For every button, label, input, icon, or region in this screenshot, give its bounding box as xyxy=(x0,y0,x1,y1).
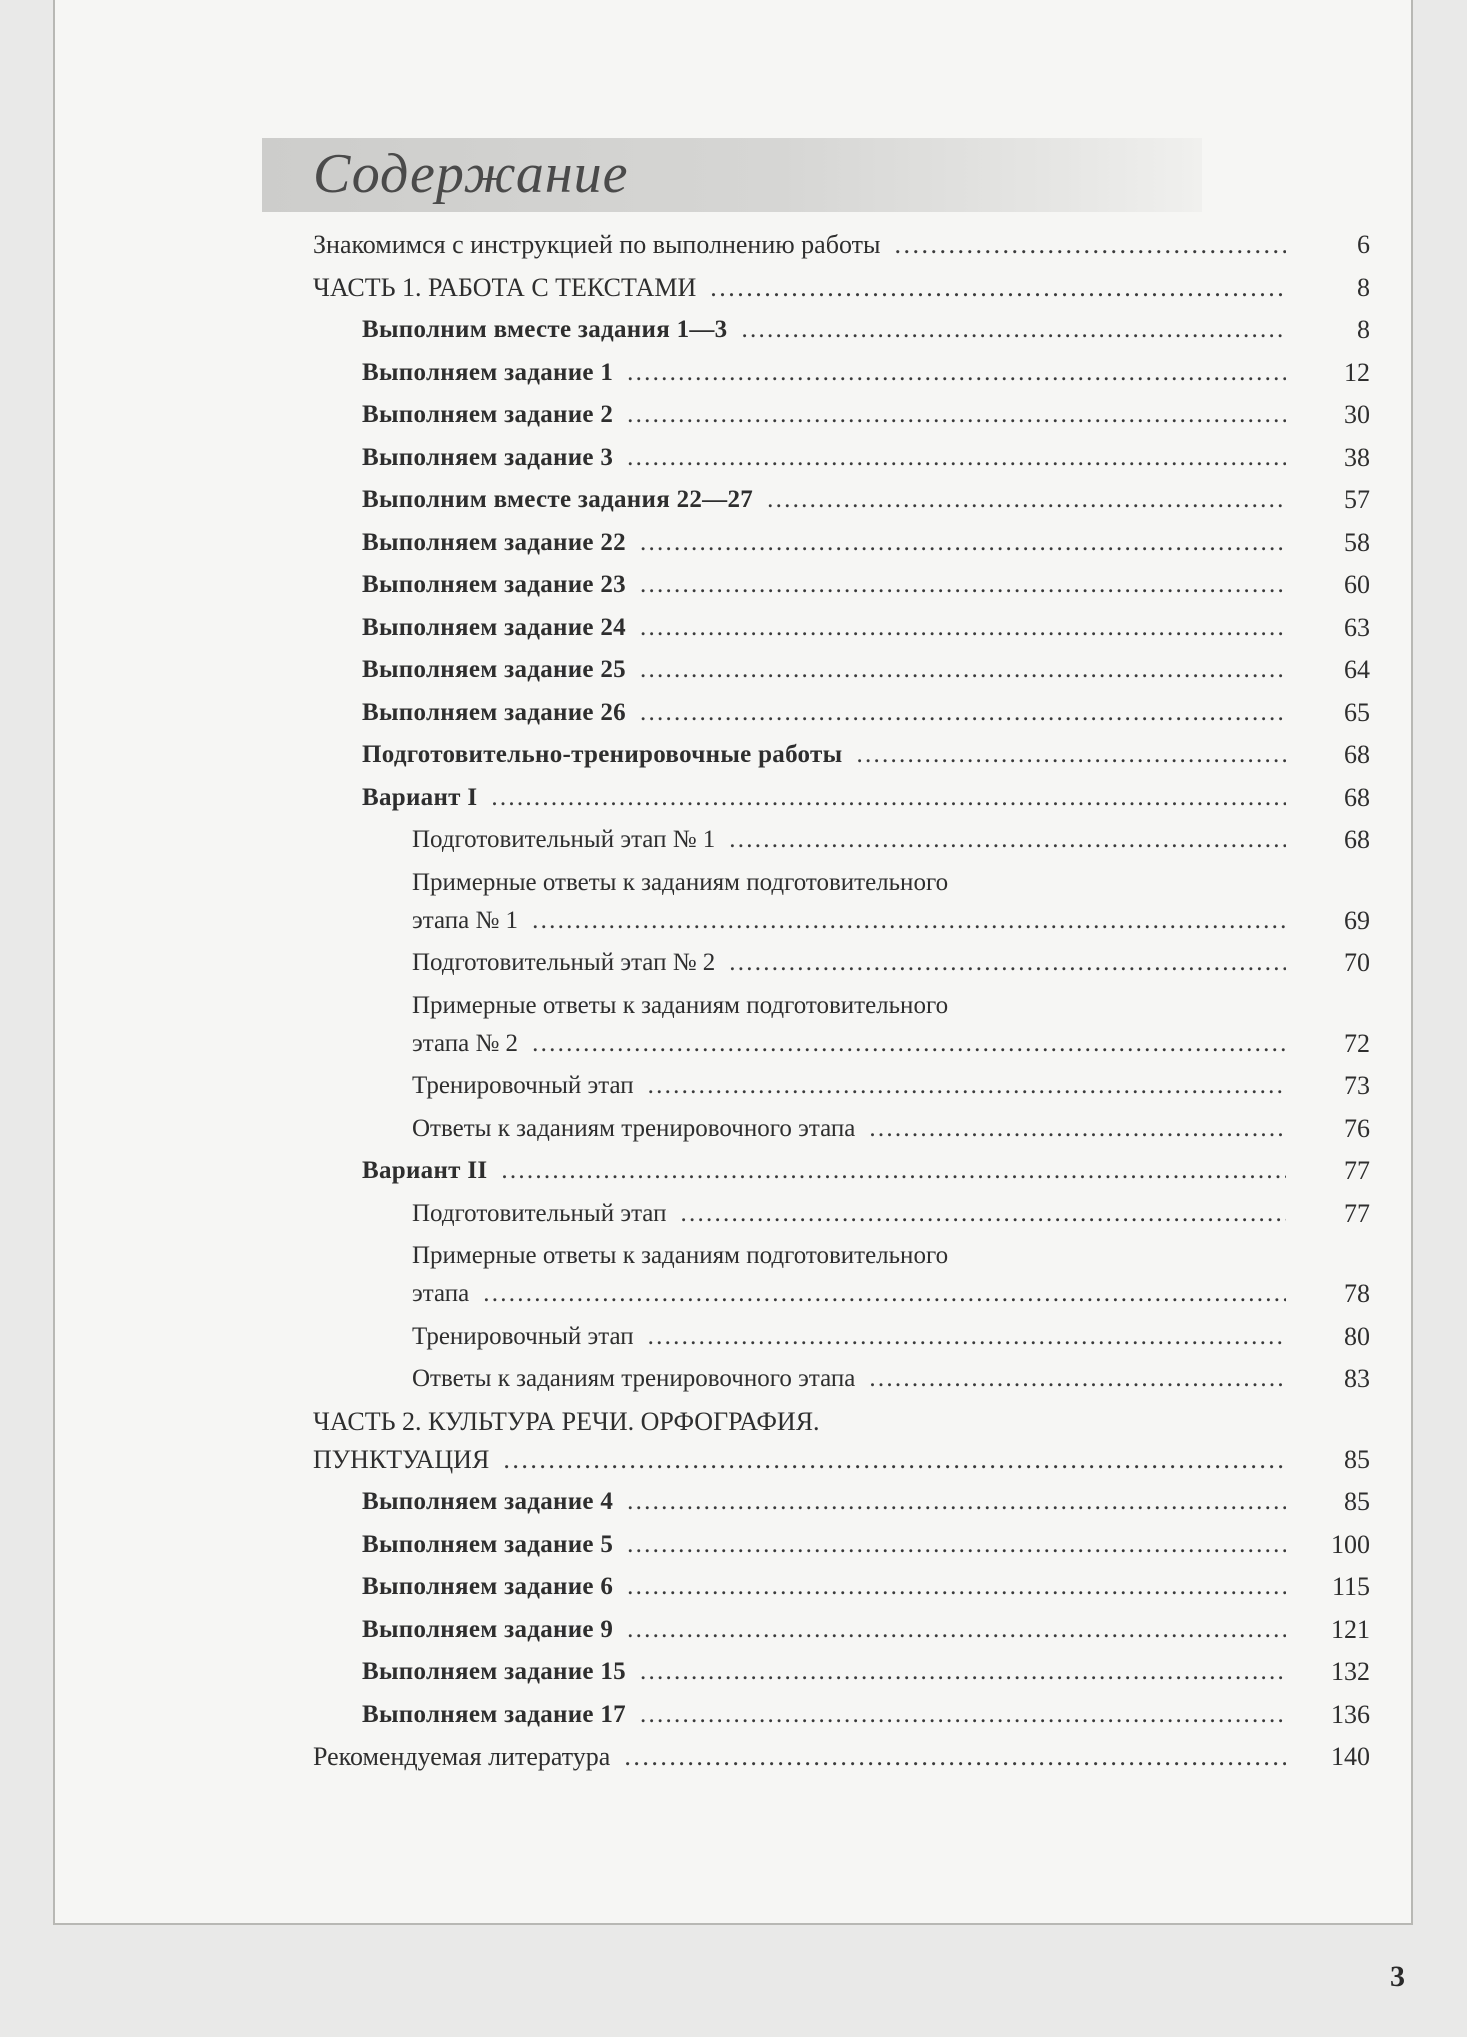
toc-page-number: 132 xyxy=(1331,1657,1370,1686)
toc-entry-label: Выполняем задание 4 xyxy=(362,1488,614,1515)
dot-leader xyxy=(729,946,1286,980)
toc-entry[interactable] xyxy=(362,611,1300,645)
dot-leader xyxy=(640,526,1286,560)
toc-entry[interactable] xyxy=(412,1112,1300,1146)
toc-page-number: 65 xyxy=(1344,697,1370,727)
toc-entry-label: Рекомендуемая литература xyxy=(313,1742,611,1771)
dot-leader xyxy=(503,1443,1286,1477)
toc-page-number: 115 xyxy=(1331,1572,1370,1601)
dot-leader xyxy=(894,228,1286,262)
dot-leader xyxy=(869,1362,1286,1396)
toc-entry-label: Выполняем задание 6 xyxy=(362,1573,614,1600)
toc-page-number: 8 xyxy=(1357,272,1370,302)
dot-leader xyxy=(627,1613,1286,1647)
toc-entry-label: Знакомимся с инструкцией по выполнению работы xyxy=(313,230,881,259)
dot-leader xyxy=(532,1027,1286,1061)
toc-entry-label: Выполняем задание 22 xyxy=(362,528,626,556)
toc-entry[interactable] xyxy=(313,271,1300,305)
toc-entry-label: Подготовительный этап xyxy=(412,1199,667,1227)
toc-entry-label: Примерные ответы к заданиям подготовительного xyxy=(412,868,949,896)
toc-entry[interactable] xyxy=(313,228,1300,262)
toc-page-number: 77 xyxy=(1344,1198,1370,1228)
toc-page-number: 78 xyxy=(1344,1279,1370,1308)
toc-page-number: 80 xyxy=(1344,1321,1370,1351)
dot-leader xyxy=(627,398,1286,432)
toc-entry[interactable] xyxy=(362,441,1300,475)
toc-entry[interactable] xyxy=(412,823,1300,857)
toc-entry-label: ЧАСТЬ 2. КУЛЬТУРА РЕЧИ. ОРФОГРАФИЯ. xyxy=(313,1406,820,1436)
toc-page-number: 38 xyxy=(1344,442,1370,472)
dot-leader xyxy=(729,823,1286,857)
dot-leader xyxy=(640,696,1286,730)
toc-entry-label: Выполняем задание 26 xyxy=(362,698,626,726)
toc-entry[interactable] xyxy=(362,1698,1300,1732)
dot-leader xyxy=(627,1485,1286,1519)
toc-page-number: 76 xyxy=(1344,1113,1370,1143)
dot-leader xyxy=(640,1698,1286,1732)
toc-entry[interactable] xyxy=(362,696,1300,730)
dot-leader xyxy=(640,653,1286,687)
toc-entry[interactable] xyxy=(362,738,1300,772)
toc-entry-label: Выполняем задание 24 xyxy=(362,613,626,641)
toc-entry-label: Выполняем задание 25 xyxy=(362,656,626,683)
toc-entry-label: Выполняем задание 17 xyxy=(362,1700,626,1728)
toc-entry-label: Выполняем задание 15 xyxy=(362,1658,626,1685)
dot-leader xyxy=(648,1069,1286,1103)
toc-page-number: 30 xyxy=(1344,400,1370,429)
dot-leader xyxy=(501,1154,1286,1188)
toc-page-number: 64 xyxy=(1344,655,1370,684)
toc-entry-label: Выполняем задание 9 xyxy=(362,1615,614,1643)
toc-page-number: 68 xyxy=(1344,740,1370,769)
dot-leader xyxy=(483,1277,1286,1311)
toc-page-number: 12 xyxy=(1344,357,1370,387)
dot-leader xyxy=(640,611,1286,645)
toc-entry-label: этапа № 1 xyxy=(412,906,519,934)
toc-page-number: 69 xyxy=(1344,905,1370,935)
toc-entry-label: Подготовительный этап № 2 xyxy=(412,949,716,976)
dot-leader xyxy=(742,313,1287,347)
toc-page-number: 85 xyxy=(1344,1444,1370,1474)
toc-entry-label: Примерные ответы к заданиям подготовительного xyxy=(412,991,949,1019)
toc-page-number: 73 xyxy=(1344,1071,1370,1100)
dot-leader xyxy=(648,1320,1286,1354)
toc-page-number: 63 xyxy=(1344,612,1370,642)
dot-leader xyxy=(710,271,1286,305)
toc-entry-label: этапа № 2 xyxy=(412,1029,519,1057)
toc-entry-label: Тренировочный этап xyxy=(412,1322,634,1350)
toc-entry[interactable] xyxy=(412,1362,1300,1396)
toc-entry-label: Ответы к заданиям тренировочного этапа xyxy=(412,1114,856,1142)
toc-entry-label: Выполняем задание 23 xyxy=(362,571,626,598)
toc-entry[interactable] xyxy=(412,1197,1300,1231)
toc-entry-label: Вариант I xyxy=(362,783,478,811)
dot-leader xyxy=(627,1570,1286,1604)
dot-leader xyxy=(627,1528,1286,1562)
toc-entry-label: ЧАСТЬ 1. РАБОТА С ТЕКСТАМИ xyxy=(313,272,697,302)
dot-leader xyxy=(640,1655,1286,1689)
dot-leader xyxy=(856,738,1286,772)
toc-entry[interactable] xyxy=(362,356,1300,390)
toc-page-number: 77 xyxy=(1344,1156,1370,1185)
dot-leader xyxy=(491,781,1286,815)
toc-entry-label: Подготовительно-тренировочные работы xyxy=(362,741,843,768)
toc-entry[interactable] xyxy=(412,1277,1300,1311)
toc-entry[interactable] xyxy=(412,1069,1300,1103)
toc-entry-label: Выполняем задание 1 xyxy=(362,358,614,386)
toc-page-number: 140 xyxy=(1331,1742,1370,1771)
dot-leader xyxy=(767,483,1286,517)
toc-page-number: 60 xyxy=(1344,570,1370,599)
toc-entry[interactable] xyxy=(362,653,1300,687)
toc-entry[interactable] xyxy=(362,1485,1300,1519)
dot-leader xyxy=(532,904,1286,938)
page-title: Содержание xyxy=(313,143,629,205)
toc-entry-label: ПУНКТУАЦИЯ xyxy=(313,1444,490,1474)
toc-entry-label: Ответы к заданиям тренировочного этапа xyxy=(412,1365,856,1392)
dot-leader xyxy=(869,1112,1286,1146)
toc-page-number: 6 xyxy=(1357,230,1370,259)
toc-page-number: 85 xyxy=(1344,1487,1370,1516)
toc-entry-label: этапа xyxy=(412,1280,470,1307)
toc-entry[interactable] xyxy=(313,1443,1300,1477)
toc-entry[interactable] xyxy=(362,1154,1300,1188)
toc-page-number: 57 xyxy=(1344,485,1370,514)
toc-entry[interactable] xyxy=(313,1740,1300,1774)
toc-entry[interactable] xyxy=(362,568,1300,602)
dot-leader xyxy=(680,1197,1286,1231)
toc-entry[interactable] xyxy=(412,946,1300,980)
toc-entry[interactable] xyxy=(362,1570,1300,1604)
dot-leader xyxy=(627,441,1286,475)
toc-entry-label: Вариант II xyxy=(362,1157,488,1184)
toc-page-number: 100 xyxy=(1331,1529,1370,1559)
toc-page-number: 68 xyxy=(1344,782,1370,812)
toc-entry[interactable] xyxy=(362,483,1300,517)
toc-page-number: 83 xyxy=(1344,1364,1370,1393)
toc-entry-label: Выполним вместе задания 1—3 xyxy=(362,316,728,343)
toc-entry-label: Подготовительный этап № 1 xyxy=(412,826,716,853)
toc-page-number: 136 xyxy=(1331,1699,1370,1729)
toc-entry-label: Выполним вместе задания 22—27 xyxy=(362,486,754,513)
toc-entry[interactable] xyxy=(362,1613,1300,1647)
toc-entry-label: Выполняем задание 3 xyxy=(362,443,614,471)
toc-entry[interactable] xyxy=(362,398,1300,432)
toc-entry-label: Выполняем задание 5 xyxy=(362,1530,614,1558)
page-number: 3 xyxy=(1390,1960,1405,1993)
toc-entry[interactable] xyxy=(412,904,1300,938)
toc-entry[interactable] xyxy=(362,1528,1300,1562)
toc-page-number: 70 xyxy=(1344,948,1370,977)
toc-entry[interactable] xyxy=(362,526,1300,560)
toc-entry[interactable] xyxy=(362,781,1300,815)
dot-leader xyxy=(624,1740,1286,1774)
toc-entry[interactable] xyxy=(362,313,1300,347)
toc-page-number: 8 xyxy=(1357,315,1370,344)
dot-leader xyxy=(627,356,1286,390)
toc-page-number: 58 xyxy=(1344,527,1370,557)
toc-entry-label: Выполняем задание 2 xyxy=(362,401,614,428)
toc-page-number: 68 xyxy=(1344,825,1370,854)
dot-leader xyxy=(640,568,1286,602)
toc-page-number: 72 xyxy=(1344,1028,1370,1058)
toc-page-number: 121 xyxy=(1331,1614,1370,1644)
toc-entry-label: Примерные ответы к заданиям подготовительного xyxy=(412,1242,949,1269)
toc-entry[interactable] xyxy=(412,1027,1300,1061)
toc-entry-label: Тренировочный этап xyxy=(412,1072,634,1099)
toc-entry[interactable] xyxy=(412,1320,1300,1354)
toc-entry[interactable] xyxy=(362,1655,1300,1689)
